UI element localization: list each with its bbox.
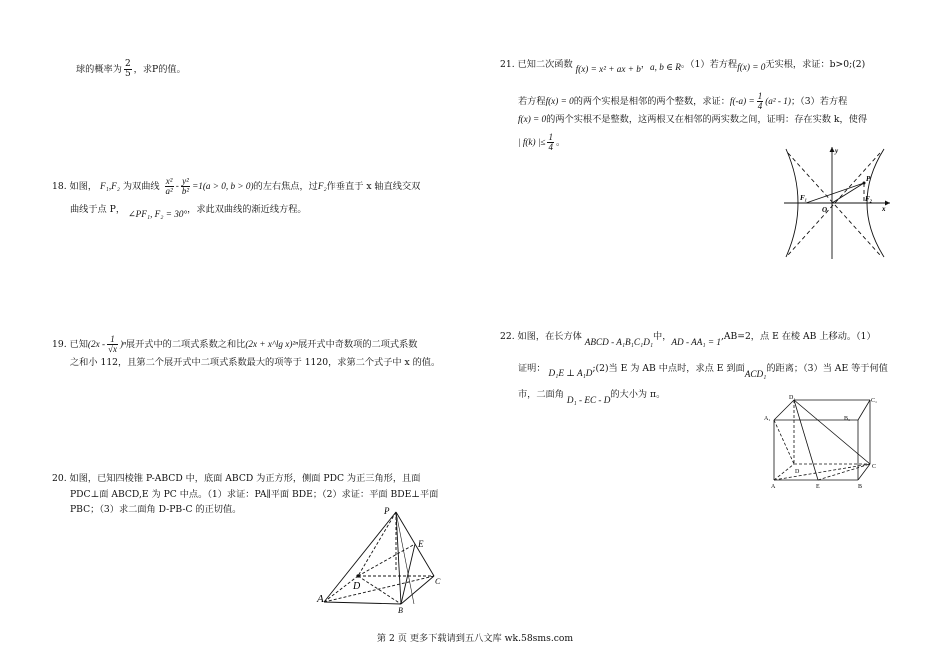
- segment-A1D: [774, 420, 794, 464]
- q20-line1: 20. 如图，已知四棱锥 P-ABCD 中，底面 ABCD 为正方形，侧面 PDC 为正三角形，且面: [52, 473, 421, 484]
- q20-number: 20.: [52, 473, 67, 484]
- q21-line1: 21. 已知二次函数 f(x) = x² + ax + b，a, b ∈ R。（1）若方程f(x) = 0无实根，求证：b>0;(2): [500, 59, 866, 74]
- q19-line1: 19. 已知(2x - $\frac{1}{√x}$ )ⁿ展开式中的二项式系数之和比(2x + x^lg x)²ⁿ展开式中奇数项的二项式系数: [52, 334, 418, 354]
- label-O: O: [822, 206, 828, 214]
- label-D: D: [353, 581, 361, 592]
- label-A1: A₁: [764, 416, 771, 422]
- label-C: C: [435, 577, 441, 586]
- q22-line3: 市，二面角 D₁ - EC - D的大小为 π。: [518, 389, 666, 405]
- edge-BC: [858, 464, 870, 480]
- segment-AC: [774, 464, 870, 480]
- label-P: P: [866, 175, 871, 183]
- edge-B1C1: [858, 400, 870, 420]
- label-E: E: [816, 484, 820, 490]
- label-C: C: [872, 464, 877, 470]
- q20-line2: PDC⊥面 ABCD,E 为 PC 中点。（1）求证：PA∥平面 BDE；（2）求证：平面 BDE⊥平面: [70, 489, 439, 500]
- label-D1: D₁: [789, 395, 796, 401]
- label-A: A: [317, 593, 324, 605]
- q21-line3: f(x) = 0的两个实根不是整数，这两根又在相邻的两实数之间，证明：存在实数 k，使得: [518, 114, 868, 125]
- q17-prefix: 球的概率为: [76, 64, 122, 75]
- q19-expr2: (2x + x^lg x)²ⁿ: [245, 339, 299, 349]
- q17-suffix: ，求P的值。: [133, 64, 186, 75]
- label-E: E: [418, 539, 424, 549]
- label-D: D: [795, 469, 800, 475]
- edge-AD: [774, 464, 794, 480]
- q18-number: 18.: [52, 181, 67, 192]
- label-A: A: [771, 484, 776, 490]
- label-C1: C₁: [871, 398, 878, 404]
- edge-DB: [358, 576, 401, 604]
- edge-AB: [324, 602, 401, 604]
- q22-line2: 证明： D₁E ⊥ A₁D;(2)当 E 为 AB 中点时，求点 E 到面ACD₁的距离；（3）当 AE 等于何值: [518, 363, 888, 379]
- q17-tail: [76, 60, 186, 79]
- label-F1: F₁: [800, 194, 808, 202]
- x-arrow-icon: [885, 201, 890, 206]
- edge-PD: [358, 512, 396, 576]
- edge-A1D1: [774, 400, 794, 420]
- q20-pyramid-figure: [310, 500, 450, 615]
- q21-line2: 若方程f(x) = 0的两个实根是相邻的两个整数，求证：f(-a) = $\frac{1}{4}$ (a² - 1)；（3）若方程: [518, 91, 848, 111]
- q21-line4: | f(k) |≤ $\frac{1}{4}$ 。: [518, 132, 566, 152]
- label-B: B: [858, 484, 863, 490]
- segment-D1C: [794, 400, 870, 464]
- label-P: P: [384, 506, 390, 516]
- asymptote-2: [788, 153, 880, 255]
- label-F2: F₂: [865, 195, 873, 203]
- segment-PF1: [806, 183, 864, 203]
- segment-OP: [832, 183, 864, 203]
- asymptote-1: [788, 153, 880, 255]
- q18-hyperbola-x: $\frac{\text{x²}}{\text{a²}}$: [165, 176, 173, 196]
- q22-number: 22.: [500, 331, 515, 342]
- q19-line2: 之和小 112，且第二个展开式中二项式系数最大的项等于 1120，求第二个式子中 x 的值。: [70, 357, 441, 368]
- segment-D1E: [794, 400, 818, 480]
- q19-fraction: $\frac{1}{√x}$: [108, 334, 117, 354]
- q20-line3: PBC；（3）求二面角 D-PB-C 的正切值。: [70, 504, 242, 515]
- q21-hyperbola-figure: [780, 143, 895, 261]
- page-footer: 第 2 页 更多下载请到五八文库 wk.58sms.com: [376, 633, 574, 644]
- label-y: y: [835, 147, 839, 155]
- point-D: [356, 574, 359, 577]
- q22-cuboid-figure: [762, 392, 882, 490]
- label-B: B: [398, 606, 403, 615]
- y-arrow-icon: [830, 147, 835, 152]
- label-x: x: [882, 205, 886, 213]
- q18-line1: 18. 如图， F₁,F₂ 为双曲线 $\frac{\text{x²}}{\text{a²}}$ - $\frac{\text{y²}}{\text{b²}}$ =1(a > 0, b > 0)的左右焦点，过F₂作垂直于 x 轴直线交双: [52, 176, 421, 196]
- label-B1: B₁: [844, 416, 851, 422]
- q22-line1: 22. 如图，在长方体 ABCD - A₁B₁C₁D₁中，AD - AA₁ = 1,AB=2，点 E 在棱 AB 上移动。（1）: [500, 331, 876, 347]
- q18-line2: 曲线于点 P， ∠PF₁, F₂ = 30°，求此双曲线的渐近线方程。: [70, 204, 307, 219]
- q18-foci: F₁,F₂: [100, 181, 120, 191]
- q19-number: 19.: [52, 339, 67, 350]
- q18-hyperbola-y: $\frac{\text{y²}}{\text{b²}}$: [181, 176, 190, 196]
- q18-hyperbola-cond: =1(a > 0, b > 0): [192, 181, 254, 191]
- q18-angle: ∠PF₁, F₂ = 30°: [127, 209, 188, 219]
- q21-number: 21.: [500, 59, 515, 70]
- q17-fraction: $\frac{2}{5}$: [124, 59, 131, 79]
- segment-EC: [818, 464, 870, 480]
